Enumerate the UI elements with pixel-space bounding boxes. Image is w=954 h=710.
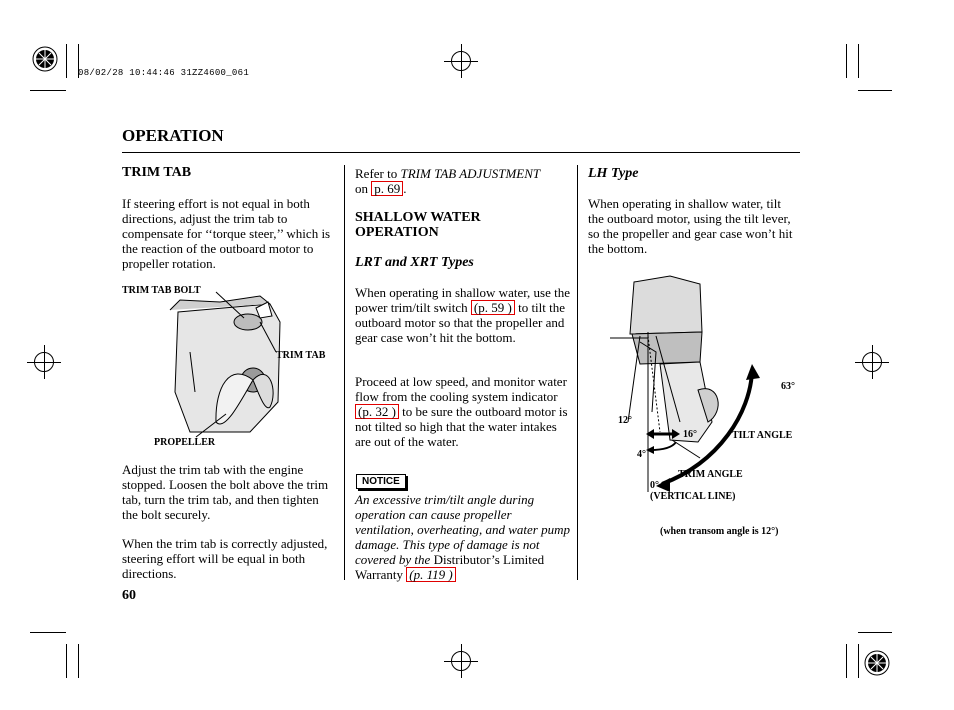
notice-plain-text: Distributor’s Limited Warranty <box>355 552 545 582</box>
crop-mark <box>66 44 67 78</box>
crop-mark <box>78 644 79 678</box>
tilt-angle-label: TILT ANGLE <box>732 430 793 441</box>
ref-text: on <box>355 181 372 196</box>
propeller-label: PROPELLER <box>154 437 216 448</box>
crop-mark <box>30 632 66 633</box>
body-text: When operating in shallow water, use the power trim/tilt switch <box>355 285 570 315</box>
notice-badge: NOTICE <box>356 474 406 489</box>
trim-tab-result-text: When the trim tab is correctly adjusted, steering effort will be equal in both directions. <box>122 536 328 581</box>
page-link-59[interactable]: (p. 59 ) <box>471 300 515 315</box>
vertical-line-label: (VERTICAL LINE) <box>650 491 736 502</box>
ref-title: TRIM TAB ADJUSTMENT <box>400 166 541 181</box>
page-link-119[interactable]: (p. 119 ) <box>406 567 455 582</box>
page-number: 60 <box>122 588 136 603</box>
heading-line: SHALLOW WATER <box>355 210 481 225</box>
registration-crosshair-right <box>862 352 882 372</box>
trim-tab-adjust-text: Adjust the trim tab with the engine stopped. Loosen the bolt above the trim tab, turn the trim tab, and then tighten the bolt securely. <box>122 462 329 522</box>
body-text: Proceed at low speed, and monitor water flow from the cooling system indicator <box>355 374 567 404</box>
body-text: to tilt the outboard motor so that the propeller and gear case won’t hit the bottom. <box>355 300 566 345</box>
shallow-water-para2 <box>355 374 571 449</box>
print-timestamp: 08/02/28 10:44:46 31ZZ4600_061 <box>78 68 250 78</box>
crop-mark <box>846 644 847 678</box>
angle-16-label: 16° <box>683 429 697 440</box>
registration-crosshair-top <box>451 51 471 71</box>
trim-tab-label: TRIM TAB <box>276 350 326 361</box>
column-divider <box>344 165 345 580</box>
trim-tab-bolt-label: TRIM TAB BOLT <box>122 285 201 296</box>
trim-tab-reference <box>355 166 570 196</box>
angle-0-label: 0° <box>650 480 659 491</box>
registration-crosshair-bottom <box>451 651 471 671</box>
lrt-xrt-subheading: LRT and XRT Types <box>355 255 474 270</box>
ref-text: . <box>403 181 407 196</box>
notice-text <box>355 492 571 582</box>
crop-mark <box>858 44 859 78</box>
registration-crosshair-left <box>34 352 54 372</box>
crop-mark <box>858 644 859 678</box>
trim-angle-label: TRIM ANGLE <box>678 469 743 480</box>
page-link-69[interactable]: p. 69 <box>371 181 403 196</box>
transom-note: (when transom angle is 12°) <box>660 526 779 537</box>
crop-mark <box>858 90 892 91</box>
shallow-water-heading <box>355 210 481 240</box>
trim-tab-heading: TRIM TAB <box>122 165 192 180</box>
lh-type-text: When operating in shallow water, tilt the outboard motor, using the tilt lever, so the propeller and gear case won’t hit the bottom. <box>588 196 793 256</box>
lh-type-subheading: LH Type <box>588 166 639 181</box>
ref-text: Refer to <box>355 166 401 181</box>
angle-12-label: 12° <box>618 415 632 426</box>
page-link-32[interactable]: (p. 32 ) <box>355 404 399 419</box>
header-rule <box>122 152 800 153</box>
notice-italic-text: An excessive trim/tilt angle during operation can cause propeller ventilation, overheating, and water pump damage. This type of damage is not covered by the <box>355 492 570 567</box>
section-title: OPERATION <box>122 126 224 145</box>
angle-4-label: 4° <box>637 449 646 460</box>
crop-mark <box>66 644 67 678</box>
body-text: to be sure the outboard motor is not tilted so high that the water intakes are out of the water. <box>355 404 568 449</box>
crop-mark <box>858 632 892 633</box>
crop-mark <box>30 90 66 91</box>
trim-tab-intro: If steering effort is not equal in both directions, adjust the trim tab to compensate for ‘‘torque steer,’’ which is the reaction of the outboard motor to propeller rotation. <box>122 196 331 271</box>
column-divider <box>577 165 578 580</box>
crop-mark <box>846 44 847 78</box>
shallow-water-para1 <box>355 285 571 345</box>
angle-63-label: 63° <box>781 381 795 392</box>
heading-line: OPERATION <box>355 225 439 240</box>
